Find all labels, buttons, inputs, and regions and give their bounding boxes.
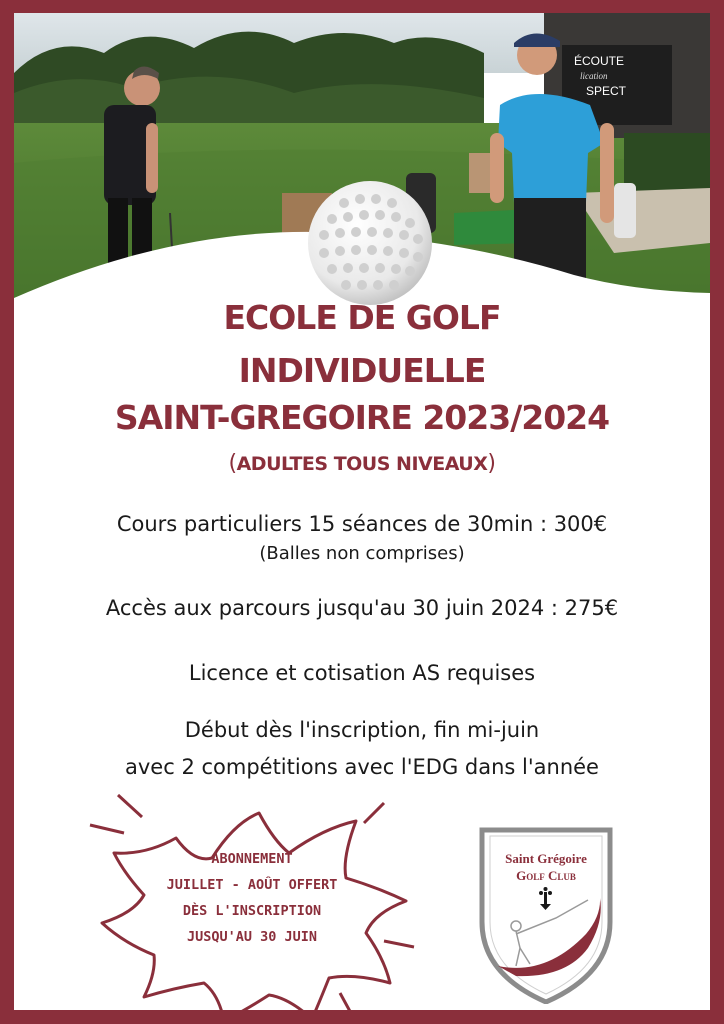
golf-ball-icon — [308, 181, 432, 305]
subtitle-open-paren: ( — [228, 451, 237, 476]
subtitle-text: ADULTES TOUS NIVEAUX — [236, 453, 488, 475]
sign-text-1: ÉCOUTE — [574, 54, 625, 68]
promo-line-4: JUSQU'AU 30 JUIN — [186, 929, 318, 945]
crest-line-2: Golf Club — [516, 868, 576, 883]
promo-line-3: DÈS L'INSCRIPTION — [182, 903, 322, 919]
header-photo — [14, 13, 710, 313]
crest-line-1: Saint Grégoire — [505, 851, 587, 866]
promo-text — [152, 846, 352, 950]
title-line-1: ECOLE DE GOLF — [223, 298, 501, 337]
promo-line-2: JUILLET - AOÛT OFFERT — [166, 877, 338, 893]
licence-line: Licence et cotisation AS requises — [188, 661, 536, 685]
poster — [14, 13, 710, 1010]
cours-line: Cours particuliers 15 séances de 30min : 300€ — [116, 512, 608, 536]
promo-line-1: ABONNEMENT — [211, 851, 293, 867]
competitions-line: avec 2 compétitions avec l'EDG dans l'année — [125, 755, 599, 779]
sign-text-3: SPECT — [586, 84, 627, 98]
subtitle-close-paren: ) — [487, 451, 496, 476]
balles-line: (Balles non comprises) — [259, 543, 465, 564]
subtitle — [14, 451, 710, 476]
title-line-2: INDIVIDUELLE — [238, 351, 486, 390]
title-line-3: SAINT-GREGOIRE 2023/2024 — [114, 398, 610, 437]
acces-line: Accès aux parcours jusqu'au 30 juin 2024 : 275€ — [105, 596, 619, 620]
sign-text-2: lication — [580, 71, 608, 81]
debut-line: Début dès l'inscription, fin mi-juin — [184, 718, 540, 742]
